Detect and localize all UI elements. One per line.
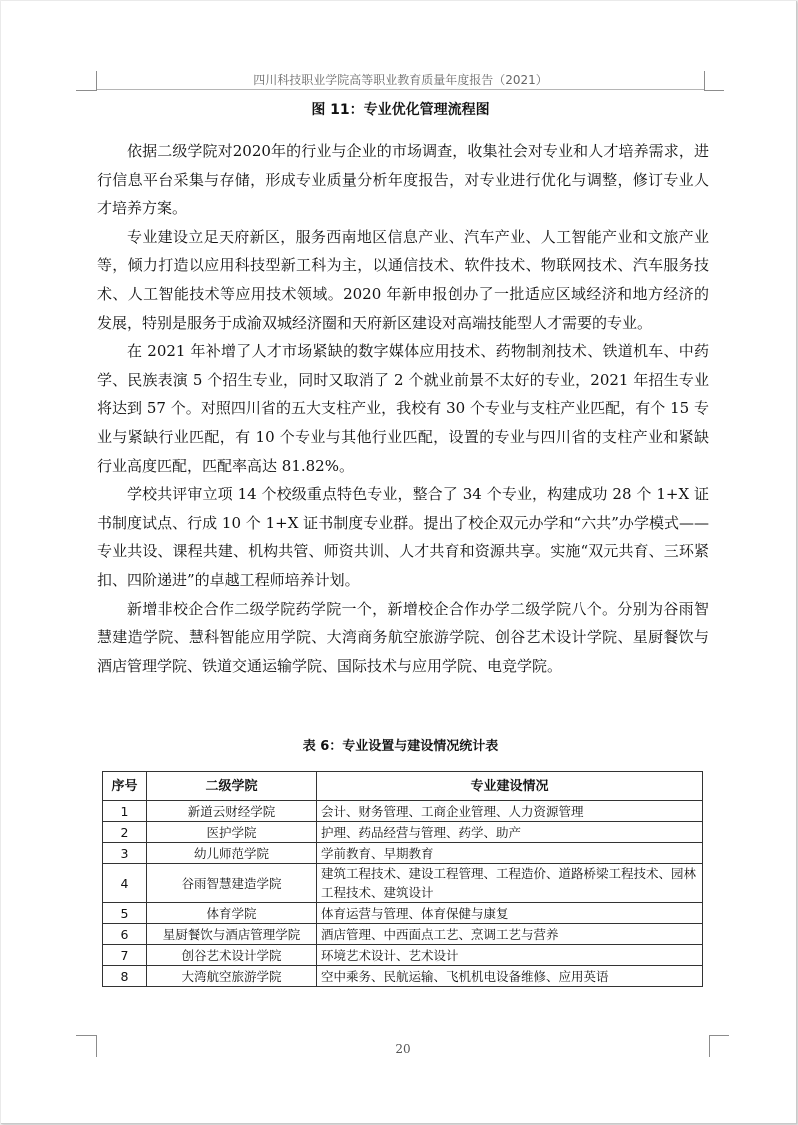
document-page bbox=[1, 1, 797, 1124]
header-cell-college: 二级学院 bbox=[147, 772, 317, 801]
cell-index: 3 bbox=[103, 843, 147, 864]
cell-majors: 会计、财务管理、工商企业管理、人力资源管理 bbox=[317, 801, 703, 822]
table-row bbox=[103, 966, 703, 987]
paragraph: 在 2021 年补增了人才市场紧缺的数字媒体应用技术、药物制剂技术、铁道机车、中药学、民族表演 5 个招生专业，同时又取消了 2 个就业前景不太好的专业，2021 年招生专业将达到 57 个。对照四川省的五大支柱产业，我校有 30 个专业与支柱产业匹配，有个 15 专业与紧缺行业匹配，有 10 个专业与其他行业匹配，设置的专业与四川省的支柱产业和紧缺行业高度匹配，匹配率高达 81.82%。 bbox=[97, 342, 709, 475]
paragraph: 新增非校企合作二级学院药学院一个，新增校企合作办学二级学院八个。分别为谷雨智慧建造学院、慧科智能应用学院、大湾商务航空旅游学院、创谷艺术设计学院、星厨餐饮与酒店管理学院、铁道交通运输学院、国际技术与应用学院、电竞学院。 bbox=[97, 599, 709, 675]
table-row bbox=[103, 801, 703, 822]
cell-majors: 护理、药品经营与管理、药学、助产 bbox=[317, 822, 703, 843]
cell-college: 大湾航空旅游学院 bbox=[147, 966, 317, 987]
cell-index: 5 bbox=[103, 903, 147, 924]
header-cell-majors: 专业建设情况 bbox=[317, 772, 703, 801]
cell-index: 6 bbox=[103, 924, 147, 945]
crop-mark bbox=[76, 1035, 96, 1036]
cell-majors: 酒店管理、中西面点工艺、烹调工艺与营养 bbox=[317, 924, 703, 945]
cell-index: 7 bbox=[103, 945, 147, 966]
cell-majors: 空中乘务、民航运输、飞机机电设备维修、应用英语 bbox=[317, 966, 703, 987]
cell-college: 创谷艺术设计学院 bbox=[147, 945, 317, 966]
figure-caption: 图 11：专业优化管理流程图 bbox=[311, 102, 490, 118]
crop-mark bbox=[704, 90, 724, 91]
crop-mark bbox=[76, 90, 96, 91]
cell-majors: 体育运营与管理、体育保健与康复 bbox=[317, 903, 703, 924]
table-row bbox=[103, 924, 703, 945]
cell-college: 幼儿师范学院 bbox=[147, 843, 317, 864]
cell-index: 8 bbox=[103, 966, 147, 987]
table-row bbox=[103, 945, 703, 966]
paragraph: 依据二级学院对2020年的行业与企业的市场调查，收集社会对专业和人才培养需求，进行信息平台采集与存储，形成专业质量分析年度报告，对专业进行优化与调整，修订专业人才培养方案。 bbox=[97, 142, 709, 218]
table-row bbox=[103, 903, 703, 924]
header-cell-index: 序号 bbox=[103, 772, 147, 801]
paragraph: 学校共评审立项 14 个校级重点特色专业，整合了 34 个专业，构建成功 28 个 1+X 证书制度试点、行成 10 个 1+X 证书制度专业群。提出了校企双元办学和“六共”办学模式——专业共设、课程共建、机构共管、师资共训、人才共育和资源共享。实施“双元共育、三环紧扣、四阶递进”的卓越工程师培养计划。 bbox=[97, 485, 709, 589]
cell-college: 医护学院 bbox=[147, 822, 317, 843]
table-row bbox=[103, 864, 703, 903]
table-caption: 表 6：专业设置与建设情况统计表 bbox=[302, 739, 499, 754]
table-header-row bbox=[103, 772, 703, 801]
paragraph: 专业建设立足天府新区，服务西南地区信息产业、汽车产业、人工智能产业和文旅产业等，倾力打造以应用科技型新工科为主，以通信技术、软件技术、物联网技术、汽车服务技术、人工智能技术等应用技术领域。2020 年新申报创办了一批适应区域经济和地方经济的发展，特别是服务于成渝双城经济圈和天府新区建设对高端技能型人才需要的专业。 bbox=[97, 227, 709, 332]
cell-index: 2 bbox=[103, 822, 147, 843]
cell-college: 新道云财经学院 bbox=[147, 801, 317, 822]
cell-college: 体育学院 bbox=[147, 903, 317, 924]
major-statistics-table bbox=[102, 771, 703, 987]
cell-college: 谷雨智慧建造学院 bbox=[147, 864, 317, 903]
crop-mark bbox=[709, 1035, 710, 1057]
page-number: 20 bbox=[395, 1042, 411, 1056]
cell-majors: 环境艺术设计、艺术设计 bbox=[317, 945, 703, 966]
running-header: 四川科技职业学院高等职业教育质量年度报告（2021） bbox=[97, 71, 704, 90]
body-text bbox=[97, 137, 709, 680]
cell-index: 4 bbox=[103, 864, 147, 903]
table-row bbox=[103, 843, 703, 864]
cell-majors: 建筑工程技术、建设工程管理、工程造价、道路桥梁工程技术、园林工程技术、建筑设计 bbox=[317, 864, 703, 903]
cell-index: 1 bbox=[103, 801, 147, 822]
cell-majors: 学前教育、早期教育 bbox=[317, 843, 703, 864]
table-row bbox=[103, 822, 703, 843]
cell-college: 星厨餐饮与酒店管理学院 bbox=[147, 924, 317, 945]
crop-mark bbox=[709, 1035, 729, 1036]
crop-mark bbox=[704, 71, 705, 91]
